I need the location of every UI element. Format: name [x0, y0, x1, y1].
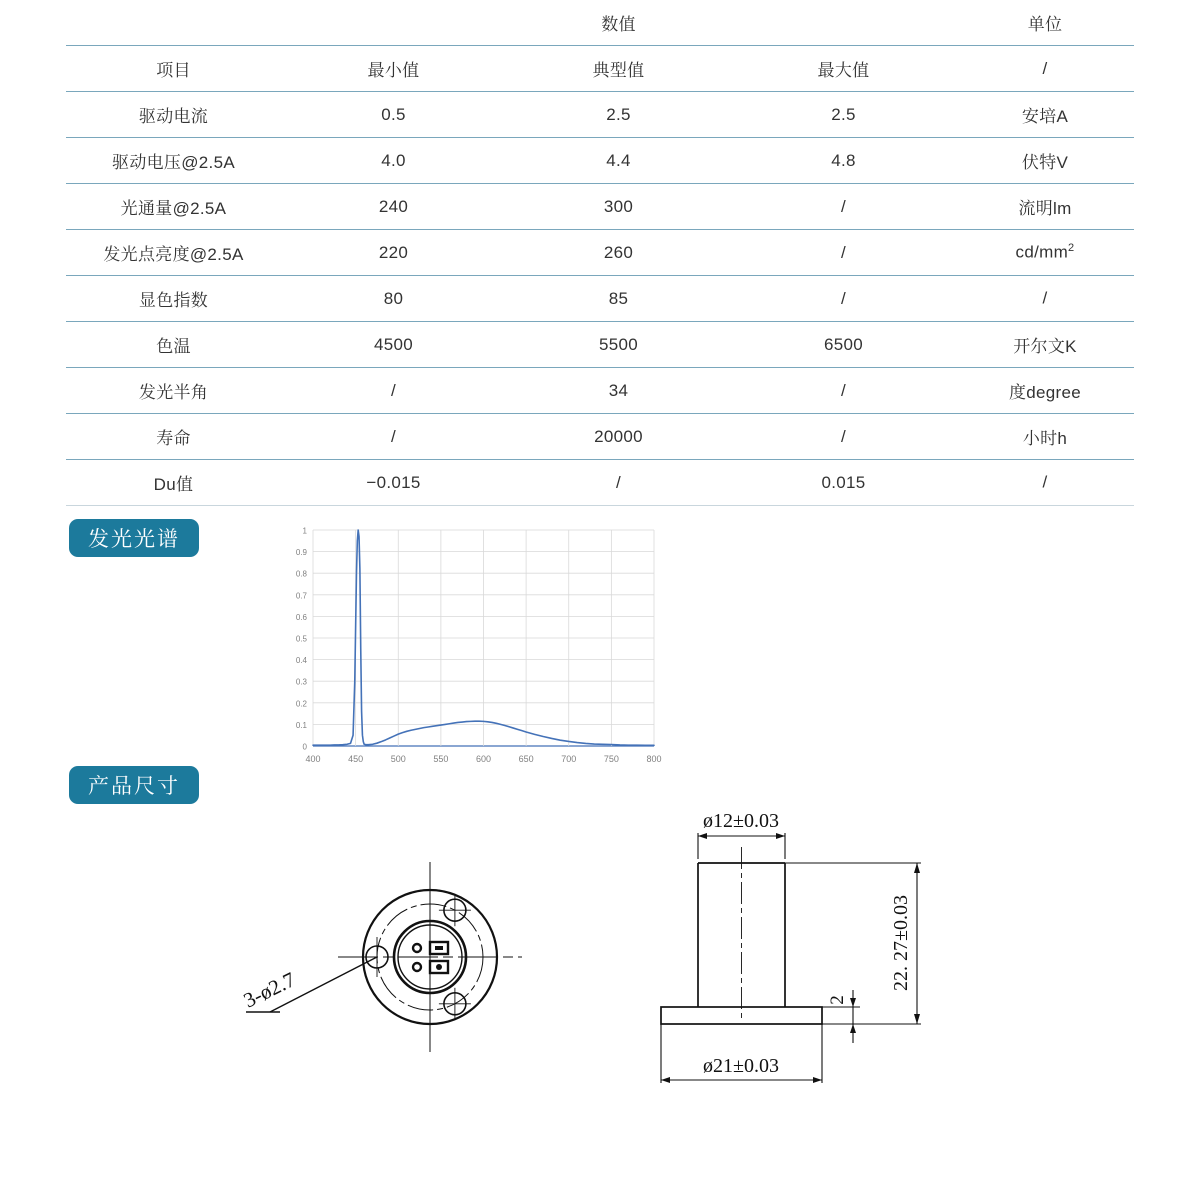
table-row [66, 276, 1134, 322]
table-row [66, 92, 1134, 138]
chart-x-tick-label: 600 [475, 754, 492, 764]
cell-max: 6500 [731, 322, 956, 368]
column-header-item: 项目 [66, 46, 281, 92]
cell-item: 驱动电流 [66, 92, 281, 138]
table-row [66, 368, 1134, 414]
spec-table-body [66, 0, 1134, 506]
cell-max: / [731, 184, 956, 230]
group-header-value: 数值 [506, 0, 731, 46]
cell-typ: 20000 [506, 414, 731, 460]
top-diameter-label: ø12±0.03 [703, 810, 779, 832]
cell-unit-text: 安培A [1021, 107, 1069, 126]
table-column-header-row [66, 46, 1134, 92]
chart-y-tick-label: 1 [302, 526, 307, 536]
table-row [66, 184, 1134, 230]
chart-x-tick-label: 400 [305, 754, 321, 764]
cell-item: Du值 [66, 460, 281, 506]
hole-callout-label: 3-ø2.7 [240, 967, 299, 1013]
chart-x-tick-label: 700 [561, 754, 577, 764]
cell-typ: 34 [506, 368, 731, 414]
cell-unit-text: / [1042, 472, 1048, 492]
cell-typ: 5500 [506, 322, 731, 368]
cell-max: / [731, 368, 956, 414]
front-view-svg [240, 830, 600, 1080]
cell-typ: 300 [506, 184, 731, 230]
cell-min: / [281, 414, 506, 460]
chart-y-tick-label: 0.4 [295, 656, 307, 666]
cell-item: 显色指数 [66, 276, 281, 322]
cell-typ: 260 [506, 230, 731, 276]
table-group-header-row [66, 0, 1134, 46]
cell-min: 4500 [281, 322, 506, 368]
cell-max: 2.5 [731, 92, 956, 138]
cell-unit-text: 度degree [1008, 383, 1082, 402]
table-row [66, 230, 1134, 276]
cell-unit [956, 322, 1134, 368]
chart-y-tick-label: 0.9 [295, 548, 307, 558]
product-front-view-drawing [240, 830, 600, 1080]
cell-typ: 85 [506, 276, 731, 322]
specification-table [66, 0, 1134, 506]
cell-unit [956, 368, 1134, 414]
flange-thickness-label: 2 [827, 995, 848, 1005]
cell-unit [956, 414, 1134, 460]
cell-unit-text: 小时h [1022, 429, 1068, 448]
cell-unit [956, 230, 1134, 276]
chart-y-tick-label: 0.3 [295, 677, 307, 687]
chart-y-tick-label: 0.2 [295, 699, 307, 709]
chart-y-tick-label: 0.5 [295, 634, 307, 644]
cell-item: 光通量@2.5A [66, 184, 281, 230]
cell-min: 80 [281, 276, 506, 322]
chart-y-tick-label: 0.6 [295, 612, 307, 622]
cell-item: 驱动电压@2.5A [66, 138, 281, 184]
cell-min: 0.5 [281, 92, 506, 138]
chart-y-tick-label: 0.1 [295, 720, 307, 730]
chart-x-tick-label: 750 [603, 754, 619, 764]
cell-unit-text: cd/mm [1015, 242, 1069, 262]
cell-min: −0.015 [281, 460, 506, 506]
cell-unit-text: 开尔文K [1013, 337, 1077, 356]
spectrum-chart-svg [280, 520, 680, 775]
cell-max: / [731, 230, 956, 276]
cell-min: 4.0 [281, 138, 506, 184]
cell-max: 4.8 [731, 138, 956, 184]
chart-x-tick-label: 500 [390, 754, 406, 764]
cell-min: / [281, 368, 506, 414]
column-header-min: 最小值 [281, 46, 506, 92]
cell-unit [956, 276, 1134, 322]
group-header-unit: 单位 [956, 0, 1134, 46]
group-header-blank [66, 0, 281, 46]
cell-max: 0.015 [731, 460, 956, 506]
chart-x-axis-labels [305, 754, 661, 764]
chart-x-tick-label: 800 [646, 754, 662, 764]
cell-max: / [731, 414, 956, 460]
cell-min: 220 [281, 230, 506, 276]
cell-typ: / [506, 460, 731, 506]
cell-unit [956, 184, 1134, 230]
table-row [66, 322, 1134, 368]
cell-unit-text: / [1042, 288, 1048, 308]
table-row [66, 138, 1134, 184]
cell-max: / [731, 276, 956, 322]
table-row [66, 414, 1134, 460]
base-diameter-label: ø21±0.03 [703, 1055, 779, 1077]
cell-min: 240 [281, 184, 506, 230]
cell-item: 寿命 [66, 414, 281, 460]
chart-x-tick-label: 650 [518, 754, 534, 764]
group-header-blank-2 [281, 0, 506, 46]
cell-item: 发光点亮度@2.5A [66, 230, 281, 276]
cell-unit [956, 460, 1134, 506]
section-badge-spectrum: 发光光谱 [69, 519, 199, 557]
column-header-max: 最大值 [731, 46, 956, 92]
table-row [66, 460, 1134, 506]
chart-x-tick-label: 550 [433, 754, 449, 764]
cell-unit-text: 流明lm [1018, 199, 1072, 218]
side-view-svg [615, 795, 975, 1095]
column-header-typ: 典型值 [506, 46, 731, 92]
chart-y-tick-label: 0.8 [295, 569, 307, 579]
cell-typ: 4.4 [506, 138, 731, 184]
chart-gridlines [313, 530, 654, 746]
cell-unit-superscript: 2 [1068, 242, 1075, 255]
section-badge-dimension: 产品尺寸 [69, 766, 199, 804]
cell-typ: 2.5 [506, 92, 731, 138]
product-side-view-drawing [615, 795, 975, 1095]
chart-y-tick-label: 0 [302, 742, 307, 752]
cell-unit [956, 138, 1134, 184]
column-header-unit: / [956, 46, 1134, 92]
height-label: 22. 27±0.03 [890, 895, 912, 991]
chart-y-tick-label: 0.7 [295, 591, 307, 601]
cell-item: 发光半角 [66, 368, 281, 414]
chart-y-axis-labels [296, 527, 308, 752]
chart-x-tick-label: 450 [348, 754, 364, 764]
emission-spectrum-chart [280, 520, 680, 775]
group-header-blank-3 [731, 0, 956, 46]
cell-unit [956, 92, 1134, 138]
cell-unit-text: 伏特V [1021, 153, 1069, 172]
cell-item: 色温 [66, 322, 281, 368]
